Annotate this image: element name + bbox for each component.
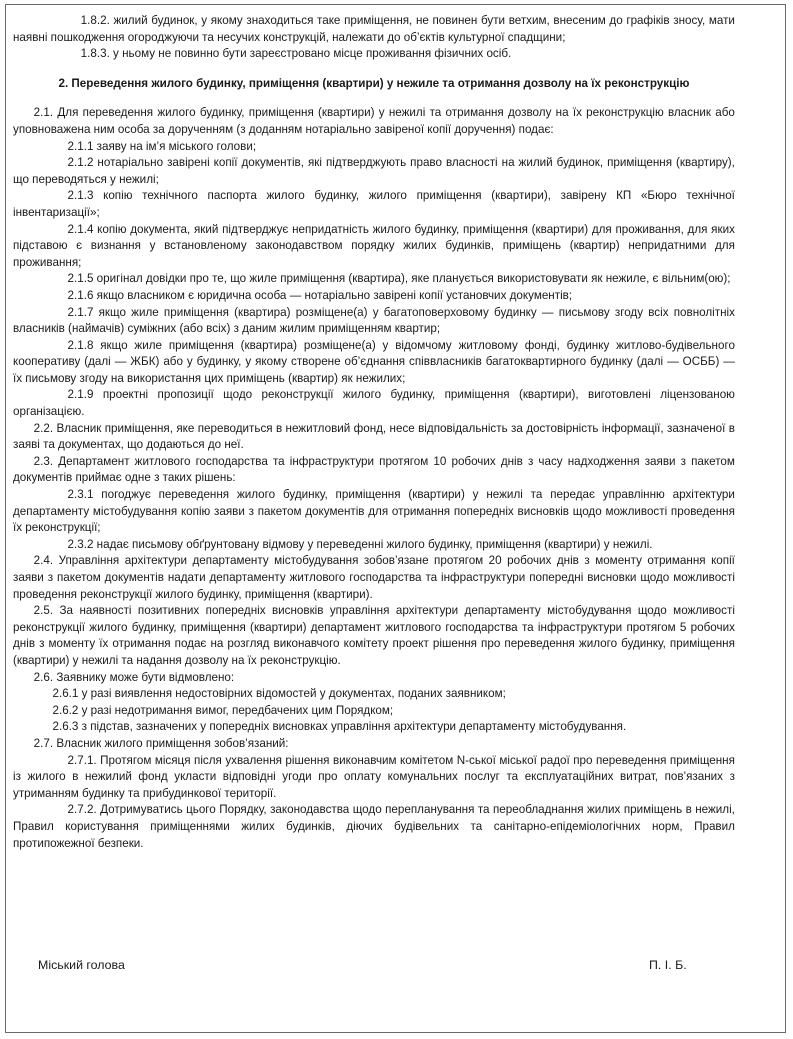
paragraph: 2.1.5 оригінал довідки про те, що жиле приміщення (квартира), яке планується використовувати як нежиле, є вільним(ою); bbox=[67, 271, 731, 286]
paragraph: 2.3. Департамент житлового господарства та інфраструктури протягом 10 робочих днів з часу надходження заяви з пакетом документів приймає одне з таких рішень: bbox=[13, 453, 735, 485]
paragraph: 2.1.7 якщо жиле приміщення (квартира) розміщене(а) у багатоповерховому будинку — письмову згоду всіх повнолітніх власників (наймачів) суміжних (або всіх) з даним жилим приміщенням квартир; bbox=[13, 304, 735, 336]
paragraph: 2.1.8 якщо жиле приміщення (квартира) розміщене(а) у відомчому житловому фонді, будинку житлово-будівельного кооперативу (далі — ЖБК) або у будинку, у якому створене об’єднання співвласників багатоквартирного будинку (далі — ОСББ) — їх письмову згоду на використання цих приміщень (квартир) як нежилих; bbox=[13, 337, 735, 385]
paragraph: 2.5. За наявності позитивних попередніх висновків управління архітектури департаменту містобудування щодо можливості реконструкції жилого будинку, приміщення (квартири) департамент житлового господарства та інфраструктури протягом 5 робочих днів з моменту їх отримання подає на розгляд виконавчого комітету проект рішення про переведення жилого будинку, приміщення (квартири) у нежилі та надання дозволу на їх реконструкцію. bbox=[13, 603, 735, 667]
paragraph: 2.1.9 проектні пропозиції щодо реконструкції жилого будинку, приміщення (квартири), виготовлені ліцензованою організацією. bbox=[13, 387, 735, 419]
paragraph: 2.1.2 нотаріально завірені копії документів, які підтверджують право власності на жилий будинок, приміщення (квартиру), що переводяться у нежилі; bbox=[13, 155, 735, 186]
paragraph: 2.1.3 копію технічного паспорта жилого будинку, жилого приміщення (квартири), завірену КП «Бюро технічної інвентаризації»; bbox=[13, 188, 735, 219]
paragraph: 1.8.3. у ньому не повинно бути зареєстровано місце проживання фізичних осіб. bbox=[80, 46, 512, 61]
paragraph: 2.6.2 у разі недотримання вимог, передбачених цим Порядком; bbox=[52, 702, 394, 717]
paragraph: 2.4. Управління архітектури департаменту містобудування зобов’язане протягом 20 робочих днів з моменту отримання копії заяви з пакетом документів надати департаменту житлового господарства та інфраструктури попередні висновки щодо можливості проведення реконструкції жилого будинку, приміщення (квартири). bbox=[13, 553, 735, 601]
paragraph: 2.6. Заявнику може бути відмовлено: bbox=[33, 669, 235, 684]
section-heading: 2. Переведення жилого будинку, приміщення (квартири) у нежиле та отримання дозволу на їх реконструкцію bbox=[58, 75, 690, 90]
paragraph: 2.3.2 надає письмову обґрунтовану відмову у переведенні жилого будинку, приміщення (квартири) у нежилі. bbox=[67, 536, 653, 551]
paragraph: 2.6.1 у разі виявлення недостовірних відомостей у документах, поданих заявником; bbox=[52, 686, 506, 701]
paragraph: 2.1. Для переведення жилого будинку, приміщення (квартири) у нежилі та отримання дозволу на їх реконструкцію власник або уповноважена ним особа за дорученням (з доданням нотаріально завіреної копії доручення) подає: bbox=[13, 105, 735, 136]
paragraph: 2.1.6 якщо власником є юридична особа — нотаріально завірені копії установчих документів; bbox=[67, 287, 573, 302]
paragraph: 2.6.3 з підстав, зазначених у попередніх висновках управління архітектури департаменту містобудування. bbox=[52, 719, 627, 734]
paragraph: 2.2. Власник приміщення, яке переводиться в нежитловий фонд, несе відповідальність за достовірність інформації, зазначеної в заяві та документах, що додаються до неї. bbox=[13, 420, 735, 452]
document-body bbox=[13, 12, 735, 851]
paragraph: 1.8.2. жилий будинок, у якому знаходиться таке приміщення, не повинен бути ветхим, внесеним до графіків зносу, мати наявні пошкодження огороджуючи та несучих конструкцій, належати до об’єктів культурної спадщини; bbox=[13, 13, 735, 44]
paragraph: 2.3.1 погоджує переведення жилого будинку, приміщення (квартири) у нежилі та передає управлінню архітектури департаменту містобудування копію заяви з пакетом документів для отримання попередніх висновків щодо можливості проведення їх реконструкції; bbox=[13, 487, 735, 535]
signature-name: П. І. Б. bbox=[649, 958, 687, 972]
paragraph: 2.1.1 заяву на ім’я міського голови; bbox=[67, 138, 257, 153]
signature-title: Міський голова bbox=[38, 958, 125, 972]
paragraph: 2.7.2. Дотримуватись цього Порядку, законодавства щодо перепланування та переобладнання жилих приміщень в нежилі, Правил користування приміщеннями жилих будинків, діючих будівельних та санітарно-епідеміологічних норм, Правил протипожежної безпеки. bbox=[13, 802, 735, 850]
paragraph: 2.7.1. Протягом місяця після ухвалення рішення виконавчим комітетом N-ської міської радої про переведення приміщення із жилого в нежилий фонд укласти відповідні угоди про оплату комунальних послуг та експлуатаційних витрат, пов’язаних з утриманням будинку та прибудинкової території. bbox=[13, 752, 735, 800]
paragraph: 2.7. Власник жилого приміщення зобов’язаний: bbox=[33, 735, 289, 750]
paragraph: 2.1.4 копію документа, який підтверджує непридатність жилого будинку, приміщення (квартири) для проживання, для яких підставою є визнання у встановленому законодавством порядку жилих будинків, приміщень (квартир) непридатними для проживання; bbox=[13, 221, 735, 269]
